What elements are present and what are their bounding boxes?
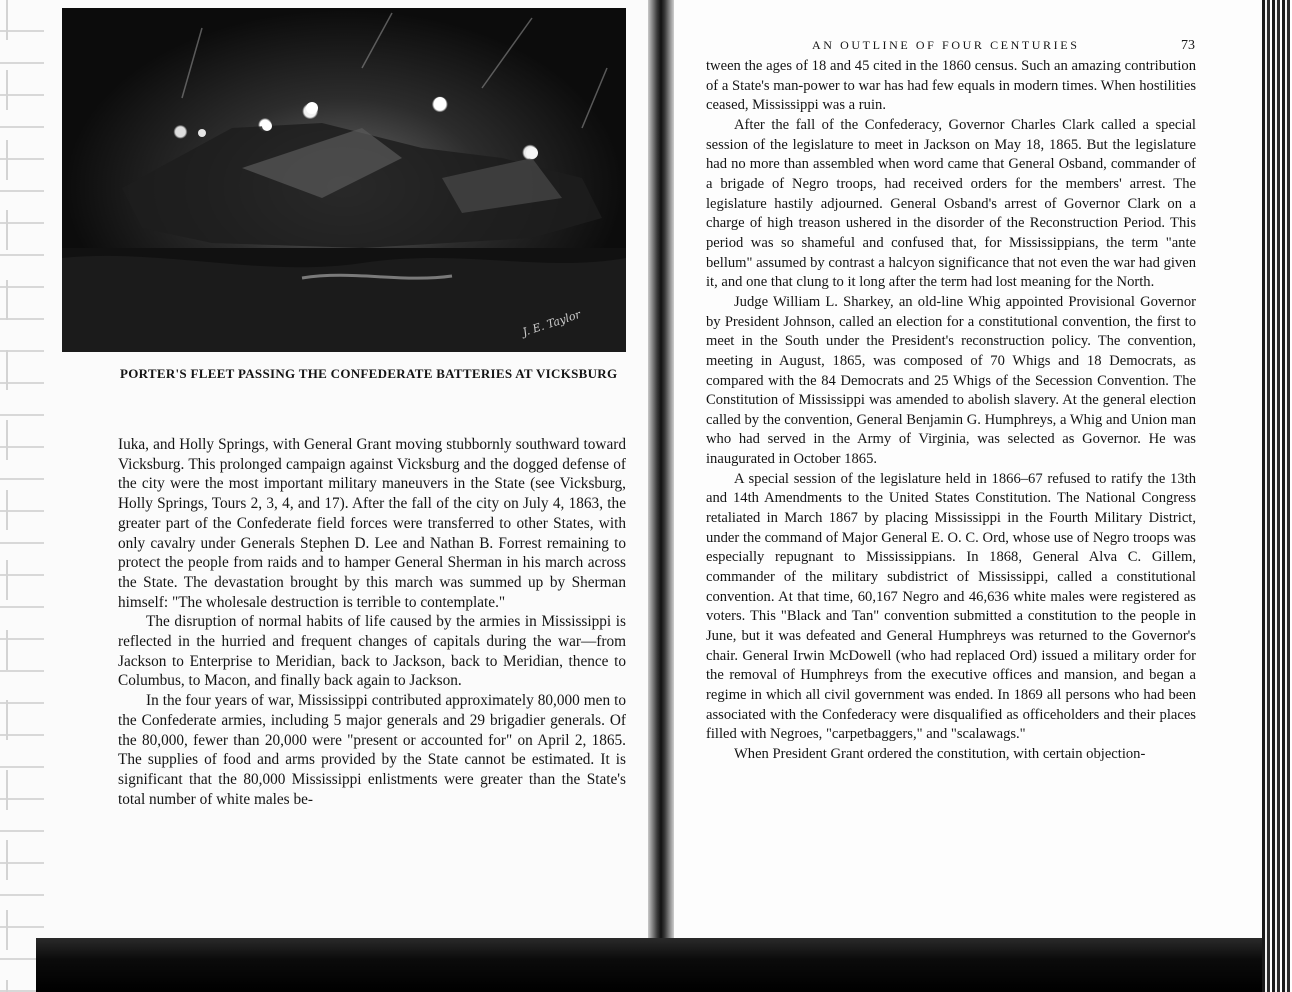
left-paragraph-1: Iuka, and Holly Springs, with General Grant moving stubbornly southward toward Vicksburg. This prolonged campaign against Vicksburg and the dogged defense of the city were the most important military maneuvers in the State (see Vicksburg, Holly Springs, Tours 2, 3, 4, and 17). After the fall of the city on July 4, 1863, the greater part of the Confederate field forces were transferred to other States, with only cavalry under Generals Stephen D. Lee and Nathan B. Forrest remaining to protect the people from raids and to hamper General Sherman in his march across the State. The devastation brought by this march was summed up by Sherman himself: "The wholesale destruction is terrible to contemplate." [118, 436, 626, 611]
page-stack-left-edge [0, 0, 44, 992]
illustration-porters-fleet [62, 8, 626, 352]
left-paragraph-3: In the four years of war, Mississippi contributed approximately 80,000 men to the Confederate armies, including 5 major generals and 29 brigadier generals. Of the 80,000, fewer than 20,000 were "present or accounted for" on April 2, 1865. The supplies of food and arms provided by the State cannot be estimated. It is significant that the 80,000 Mississippi enlistments were greater than the State's total number of white males be- [118, 692, 626, 808]
artist-signature: J. E. Taylor [520, 307, 583, 339]
right-paragraph-2: After the fall of the Confederacy, Governor Charles Clark called a special session of the legislature to meet in Jackson on May 18, 1865. But the legislature had no more than assembled when word came that General Osband, commander of a brigade of Negro troops, had received orders for the members' arrest. The legislature hastily adjourned. General Osband's arrest of Governor Clark on a charge of high treason ushered in the disorder of the Reconstruction Period. This period was so shameful and confused that, for Mississippians, the term "ante bellum" assumed by contrast a halcyon significance that not even the war had given it, and one that clung to it long after the term had lost meaning for the North. [706, 116, 1196, 291]
right-paragraph-3: Judge William L. Sharkey, an old-line Whig appointed Provisional Governor by President Johnson, called an election for a constitutional convention, the first to meet in the South under the President's reconstruction policy. The convention, meeting in August, 1865, was composed of 70 Whigs and 18 Democrats, as compared with the 84 Democrats and 25 Whigs of the Secession Convention. The Constitution of Mississippi was amended to abolish slavery. At the general election called by the convention, General Benjamin G. Humphreys, a Whig and Union man who had served in the Army of Virginia, was selected as Governor. He was inaugurated in October 1865. [706, 293, 1196, 468]
figure-caption: PORTER'S FLEET PASSING THE CONFEDERATE BATTERIES AT VICKSBURG [120, 366, 618, 381]
scan-bottom-shadow [36, 938, 1262, 992]
right-page-body [706, 57, 1196, 765]
right-paragraph-1: tween the ages of 18 and 45 cited in the 1860 census. Such an amazing contribution of a State's man-power to war has had few equals in modern times. When hostilities ceased, Mississippi was a ruin. [706, 58, 1196, 114]
right-paragraph-5: When President Grant ordered the constitution, with certain objection- [734, 745, 1146, 762]
book-spine-gutter [648, 0, 674, 992]
running-head: AN OUTLINE OF FOUR CENTURIES [812, 38, 1080, 52]
page-stack-right-edge [1262, 0, 1292, 992]
page-number: 73 [1181, 38, 1195, 53]
left-page-body [118, 435, 626, 809]
right-paragraph-4: A special session of the legislature held in 1866–67 refused to ratify the 13th and 14th Amendments to the United States Constitution. The National Congress retaliated in March 1867 by placing Mississippi in the Fourth Military District, under the command of Major General E. O. C. Ord, whose use of Negro troops was especially repugnant to Mississippians. In 1868, General Alva C. Gillem, commander of the military subdistrict of Mississippi, called a constitutional convention. At that time, 60,167 Negro and 46,636 white males were registered as voters. This "Black and Tan" convention submitted a constitution to the people in June, but it was defeated and General Humphreys was returned to the Governor's chair. General Irwin McDowell (who had replaced Ord) issued a military order for the removal of Humphreys from the executive offices and mansion, and began a regime in which all civil government was ended. In 1869 all persons who had been associated with the Confederacy were disqualified as officeholders and their places filled with Negroes, "carpetbaggers," and "scalawags." [706, 470, 1196, 743]
battle-scene-art [62, 8, 626, 352]
left-paragraph-2: The disruption of normal habits of life caused by the armies in Mississippi is reflected in the hurried and frequent changes of capitals during the war—from Jackson to Enterprise to Meridian, back to Jackson, back to Meridian, thence to Columbus, to Macon, and finally back again to Jackson. [118, 613, 626, 690]
